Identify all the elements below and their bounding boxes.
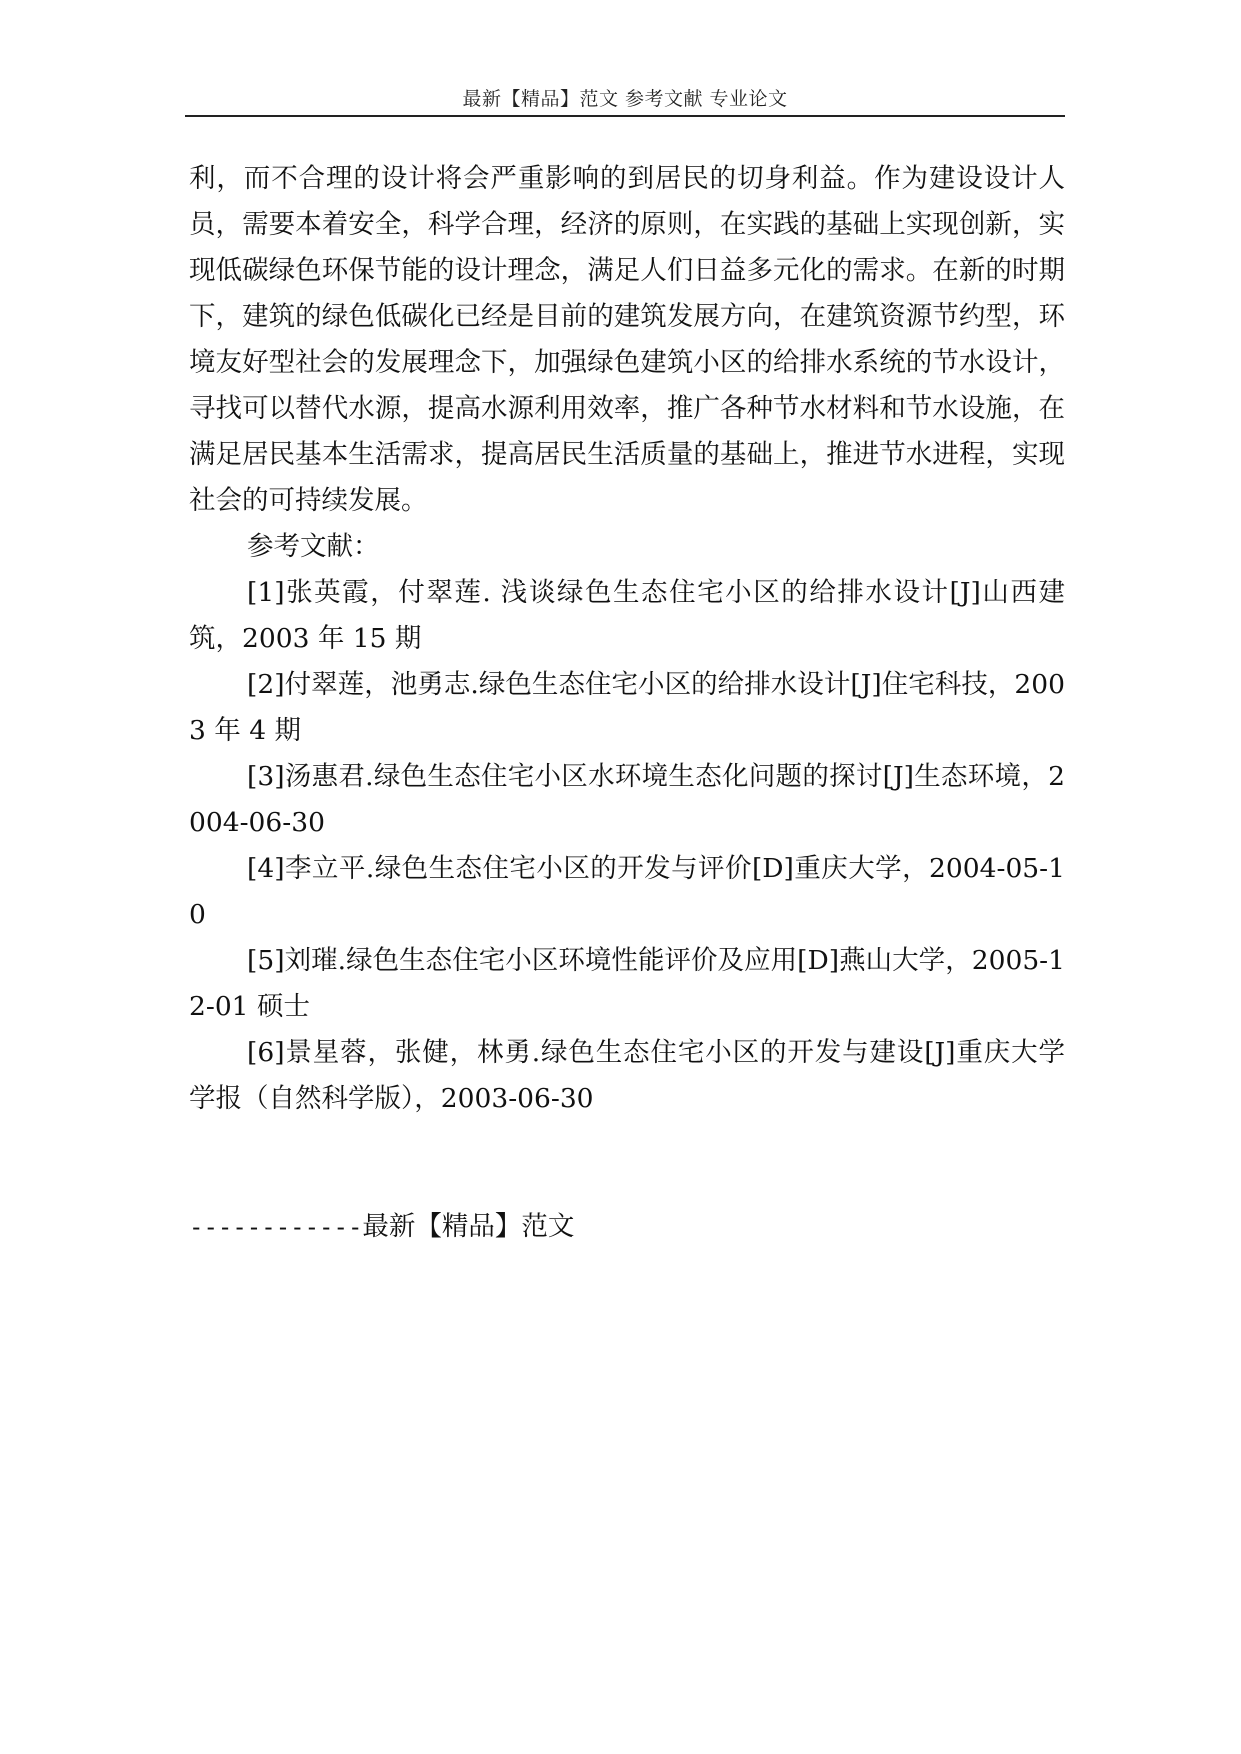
reference-item-3: [3]汤惠君.绿色生态住宅小区水环境生态化问题的探讨[J]生态环境，2004-06-30 [189,761,1065,838]
reference-item-6: [6]景星蓉，张健，林勇.绿色生态住宅小区的开发与建设[J]重庆大学学报（自然科学版），2003-06-30 [189,1037,1065,1114]
reference-item-4: [4]李立平.绿色生态住宅小区的开发与评价[D]重庆大学，2004-05-10 [189,853,1065,930]
header-rule [185,115,1065,117]
page-header: 最新【精品】范文 参考文献 专业论文 [462,88,788,110]
reference-item-5: [5]刘璀.绿色生态住宅小区环境性能评价及应用[D]燕山大学，2005-12-01 硕士 [189,945,1065,1022]
footer-line [189,1204,574,1250]
reference-item-1: [1]张英霞，付翠莲. 浅谈绿色生态住宅小区的给排水设计[J]山西建筑，2003 年 15 期 [189,577,1065,654]
references-heading: 参考文献： [247,531,380,562]
document-body [189,156,1065,1122]
footer-dashes: ------------ [189,1213,363,1241]
body-paragraph: 利，而不合理的设计将会严重影响的到居民的切身利益。作为建设设计人员，需要本着安全，科学合理，经济的原则，在实践的基础上实现创新，实现低碳绿色环保节能的设计理念，满足人们日益多元化的需求。在新的时期下，建筑的绿色低碳化已经是目前的建筑发展方向，在建筑资源节约型，环境友好型社会的发展理念下，加强绿色建筑小区的给排水系统的节水设计，寻找可以替代水源，提高水源利用效率，推广各种节水材料和节水设施，在满足居民基本生活需求，提高居民生活质量的基础上，推进节水进程，实现社会的可持续发展。 [189,163,1065,516]
footer-text: 最新【精品】范文 [362,1211,575,1242]
reference-item-2: [2]付翠莲，池勇志.绿色生态住宅小区的给排水设计[J]住宅科技，2003 年 4 期 [189,669,1065,746]
